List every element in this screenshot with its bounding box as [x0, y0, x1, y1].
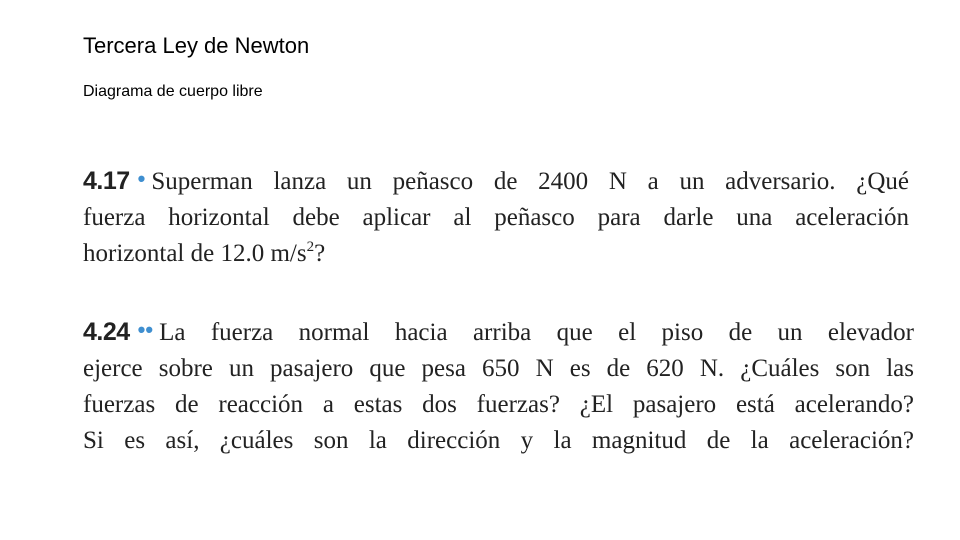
problem-line [83, 163, 909, 200]
problem-text: Si es así, ¿cuáles son la dirección y la magnitud de la aceleración? [83, 427, 914, 454]
problem-4-17 [83, 163, 909, 272]
problem-text: fuerza horizontal debe aplicar al peñasco para darle una aceleración [83, 204, 909, 231]
slide-title: Tercera Ley de Newton [83, 33, 310, 58]
problem-text-end: ? [314, 240, 326, 267]
problem-line [83, 314, 914, 351]
problem-number: 4.17 [83, 167, 130, 195]
problem-number: 4.24 [83, 318, 130, 346]
problem-text: ejerce sobre un pasajero que pesa 650 N es de 620 N. ¿Cuáles son las [83, 355, 914, 382]
problem-4-24 [83, 314, 914, 459]
problem-text: La fuerza normal hacia arriba que el piso de un elevador [159, 319, 914, 346]
problem-text: horizontal de 12.0 m/s [83, 240, 307, 267]
exponent: 2 [306, 239, 315, 255]
difficulty-dots: •• [137, 317, 154, 342]
problem-line [83, 423, 914, 459]
problem-line [83, 351, 914, 387]
problem-text: fuerzas de reacción a estas dos fuerzas? ¿El pasajero está acelerando? [83, 391, 914, 418]
problem-line [83, 387, 914, 423]
slide-subtitle: Diagrama de cuerpo libre [83, 83, 263, 100]
problem-line [83, 236, 909, 272]
problem-text: Superman lanza un peñasco de 2400 N a un adversario. ¿Qué [151, 168, 909, 195]
difficulty-dots: • [137, 166, 146, 191]
problem-line [83, 200, 909, 236]
